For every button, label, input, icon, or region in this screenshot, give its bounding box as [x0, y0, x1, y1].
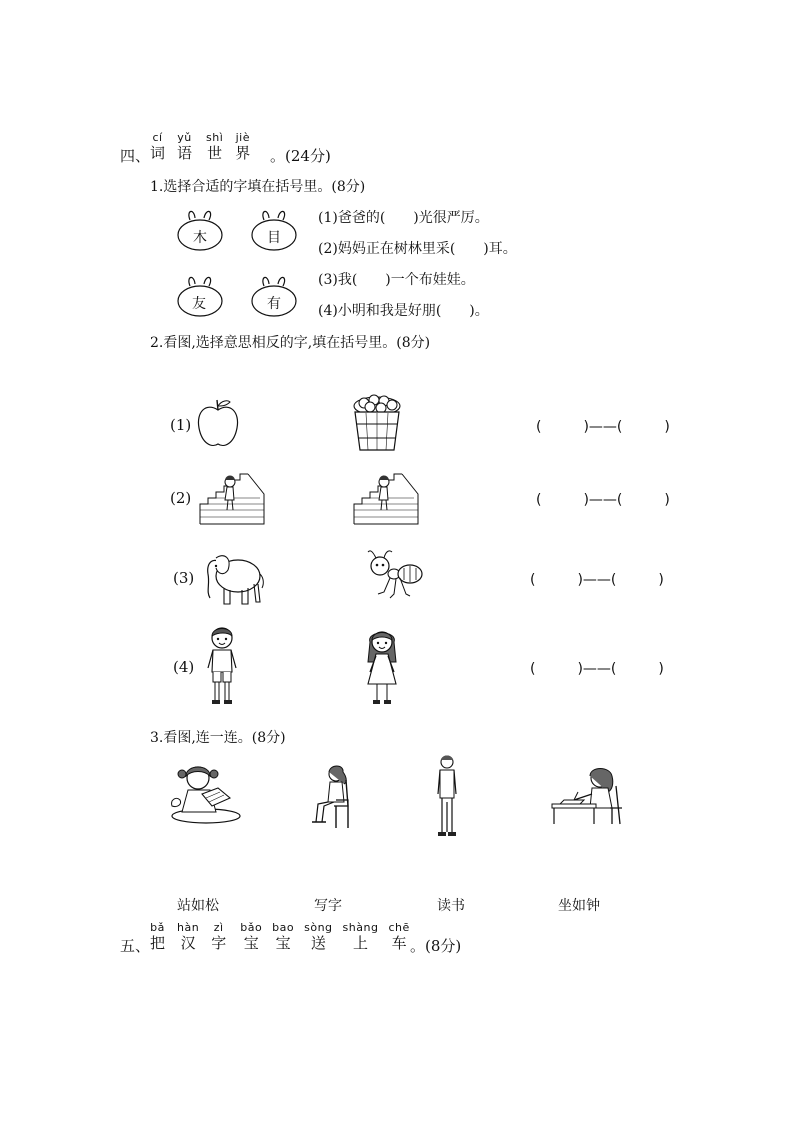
girl-downstairs-icon	[198, 470, 270, 526]
q1-sentence-3: (3)我( )一个布娃娃。	[318, 272, 475, 288]
section-4-title-ruby	[150, 132, 250, 162]
pinyin: jiè	[235, 131, 250, 144]
char-you-friend: 友	[192, 296, 206, 312]
char-mu: 木	[193, 230, 207, 246]
char-you-have: 有	[267, 296, 281, 312]
hanzi: 上	[352, 934, 368, 952]
word-reading: 读书	[437, 898, 465, 914]
char-bubble-4	[248, 274, 300, 318]
section-4-prefix: 四、	[120, 147, 151, 165]
pinyin: yǔ	[177, 131, 192, 144]
q1-title: 1.选择合适的字填在括号里。(8分)	[150, 179, 366, 195]
pinyin: hàn	[177, 921, 200, 934]
girl-sitting-icon	[310, 764, 354, 830]
q2-row-3-answer: ( )——( )	[530, 572, 664, 588]
char-bubble-2	[248, 208, 300, 252]
pinyin: shàng	[342, 921, 379, 934]
word-stand-like-pine: 站如松	[177, 898, 219, 914]
elephant-icon	[202, 544, 266, 608]
section-5-prefix: 五、	[120, 937, 151, 955]
q3-title: 3.看图,连一连。(8分)	[150, 730, 286, 746]
char-mu-eye: 目	[267, 230, 281, 246]
q2-row-2-answer: ( )——( )	[536, 492, 670, 508]
pinyin: sòng	[304, 921, 333, 934]
hanzi: 语	[177, 144, 193, 162]
hanzi: 车	[391, 934, 407, 952]
q1-sentence-4: (4)小明和我是好朋( )。	[318, 303, 489, 319]
q1-sentence-1: (1)爸爸的( )光很严厉。	[318, 210, 489, 226]
section-5-score: 。(8分)	[410, 937, 462, 955]
apple-icon	[196, 398, 240, 450]
word-sit-like-bell: 坐如钟	[558, 898, 600, 914]
pinyin: bǎ	[150, 921, 165, 934]
pinyin: chē	[388, 921, 410, 934]
hanzi: 把	[150, 934, 166, 952]
word-writing: 写字	[314, 898, 342, 914]
hanzi: 字	[211, 934, 227, 952]
q2-row-1-answer: ( )——( )	[536, 419, 670, 435]
ant-icon	[364, 548, 426, 602]
hanzi: 世	[207, 144, 223, 162]
hanzi: 宝	[275, 934, 291, 952]
q2-row-4-answer: ( )——( )	[530, 661, 664, 677]
boy-icon	[204, 624, 240, 708]
pinyin: bao	[272, 921, 295, 934]
char-bubble-1	[174, 208, 226, 252]
girl-icon	[362, 626, 402, 708]
girl-upstairs-icon	[352, 470, 424, 526]
pinyin: zì	[213, 921, 224, 934]
pinyin: bǎo	[240, 921, 263, 934]
q2-row-2-label: (2)	[170, 489, 192, 507]
section-4-score: 。(24分)	[270, 147, 331, 165]
pinyin: cí	[152, 131, 163, 144]
apple-bucket-icon	[350, 394, 404, 454]
hanzi: 汉	[180, 934, 196, 952]
girl-writing-icon	[550, 764, 630, 826]
hanzi: 宝	[243, 934, 259, 952]
hanzi: 送	[310, 934, 326, 952]
q2-title: 2.看图,选择意思相反的字,填在括号里。(8分)	[150, 335, 431, 351]
hanzi: 词	[150, 144, 166, 162]
hanzi: 界	[235, 144, 251, 162]
char-bubble-3	[174, 274, 226, 318]
q2-row-3-label: (3)	[173, 569, 195, 587]
q1-sentence-2: (2)妈妈正在树林里采( )耳。	[318, 241, 517, 257]
q2-row-4-label: (4)	[173, 658, 195, 676]
boy-standing-icon	[432, 754, 462, 838]
section-5-title-ruby	[150, 922, 410, 952]
q2-row-1-label: (1)	[170, 416, 192, 434]
girl-reading-icon	[168, 760, 242, 826]
pinyin: shì	[206, 131, 224, 144]
